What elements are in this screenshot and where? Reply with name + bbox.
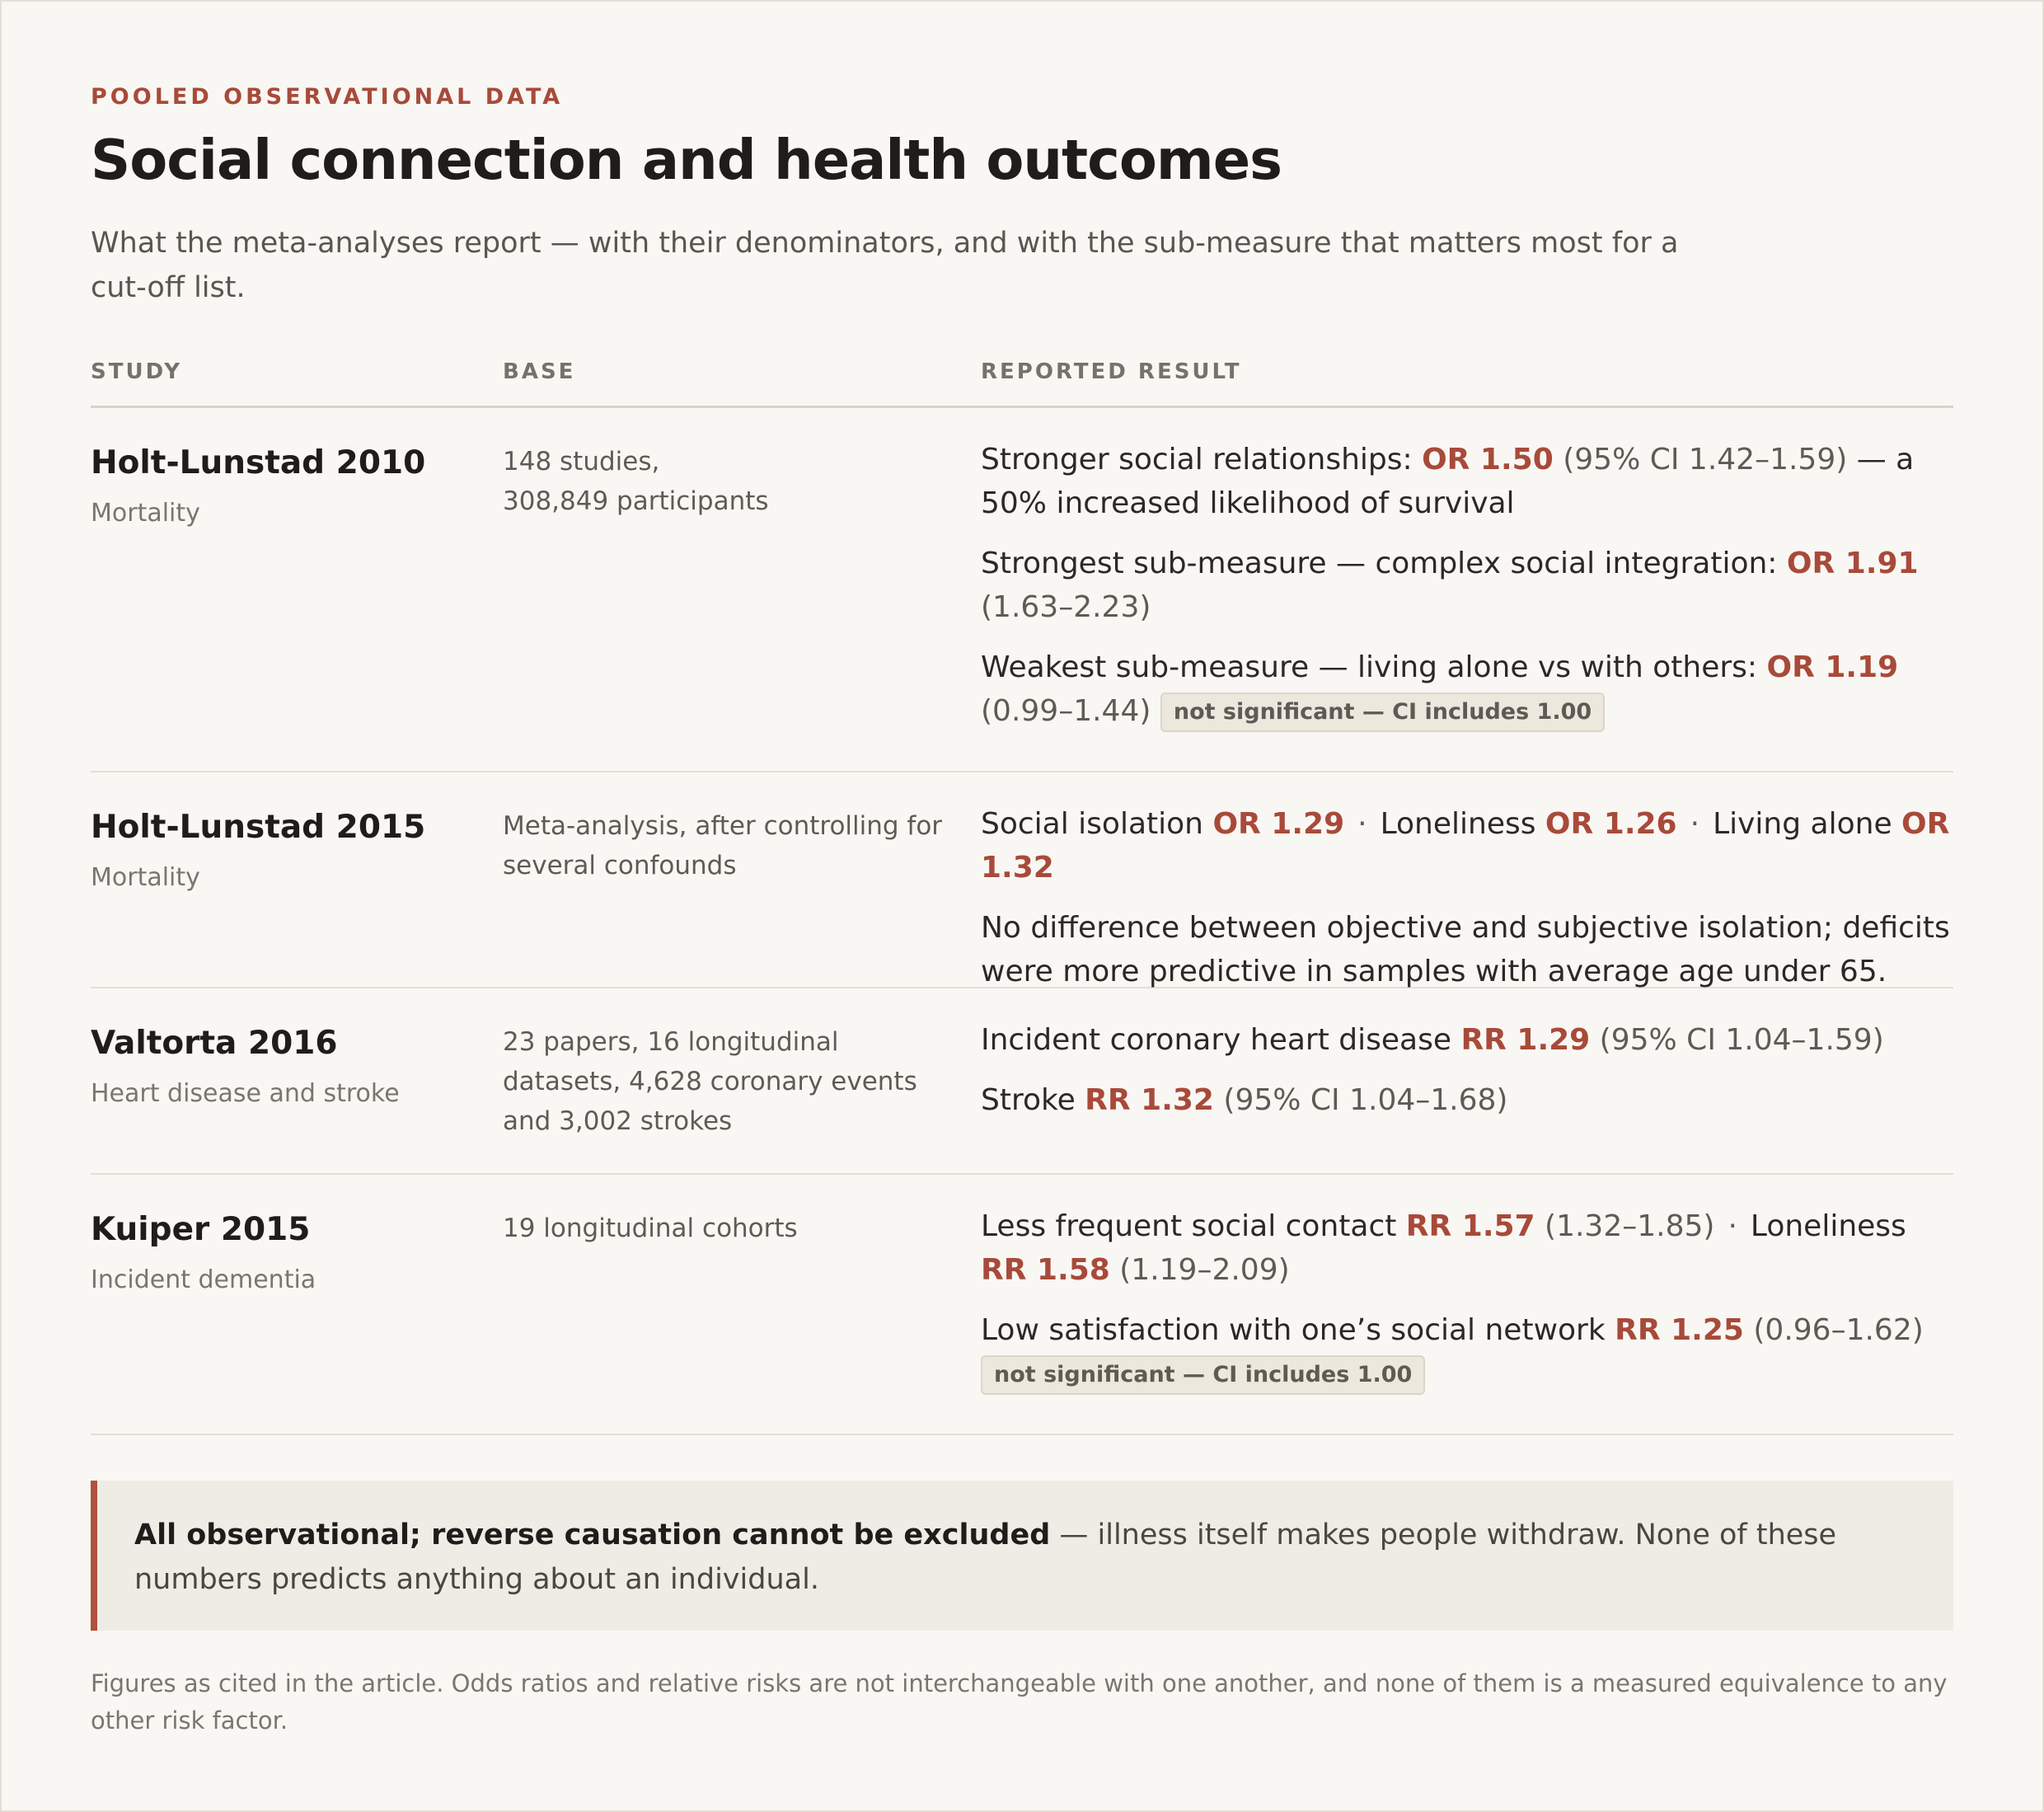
study-result <box>981 438 1953 749</box>
base-line: 148 studies, <box>503 447 660 476</box>
column-header-result: REPORTED RESULT <box>981 359 1242 384</box>
result-label: Low satisfaction with one’s social network <box>981 1313 1615 1347</box>
page-title: Social connection and health outcomes <box>91 128 1282 192</box>
table-row <box>91 406 1953 772</box>
eyebrow-label: POOLED OBSERVATIONAL DATA <box>91 84 564 110</box>
effect-size: RR 1.29 <box>1460 1023 1591 1057</box>
study-name: Holt-Lunstad 2015 <box>91 809 426 846</box>
study-result <box>981 1204 1953 1412</box>
confidence-interval: (1.32–1.85) <box>1535 1209 1715 1243</box>
study-result <box>981 1018 1953 1138</box>
page-subtitle: What the meta-analyses report — with their denominators, and with the sub-measure that matters most for a cut-off list. <box>91 227 1679 304</box>
callout-body: — illness itself makes people withdraw. None of these numbers predicts anything about an individual. <box>134 1519 1837 1596</box>
confidence-interval: (95% CI 1.42–1.59) <box>1553 443 1848 476</box>
result-label: Stroke <box>981 1083 1085 1117</box>
result-line <box>981 438 1953 525</box>
result-label: Weakest sub-measure — living alone vs with others: <box>981 650 1767 684</box>
table-row <box>91 1173 1953 1435</box>
column-header-study: STUDY <box>91 359 183 384</box>
separator-dot: · <box>1728 1209 1737 1243</box>
not-significant-badge: not significant — CI includes 1.00 <box>981 1355 1425 1395</box>
effect-size: RR 1.25 <box>1615 1313 1744 1347</box>
not-significant-badge: not significant — CI includes 1.00 <box>1160 692 1605 732</box>
confidence-interval: (95% CI 1.04–1.59) <box>1590 1023 1884 1057</box>
effect-size: OR 1.32 <box>981 807 1950 885</box>
study-name: Valtorta 2016 <box>91 1025 338 1062</box>
study-name: Kuiper 2015 <box>91 1211 311 1248</box>
result-line <box>981 1204 1953 1292</box>
study-name: Holt-Lunstad 2010 <box>91 444 426 481</box>
study-outcome: Mortality <box>91 863 200 892</box>
effect-size: OR 1.19 <box>1766 650 1899 684</box>
result-line <box>981 542 1953 629</box>
study-base: 23 papers, 16 longitudinal datasets, 4,628 coronary events and 3,002 strokes <box>503 1027 917 1136</box>
study-base <box>503 442 964 521</box>
result-line <box>981 802 1953 890</box>
result-label: Incident coronary heart disease <box>981 1023 1461 1057</box>
result-label: Strongest sub-measure — complex social integration: <box>981 547 1787 580</box>
result-note: No difference between objective and subjective isolation; deficits were more predictive in samples with average age under 65. <box>981 911 1950 988</box>
separator-dot: · <box>1357 807 1367 841</box>
confidence-interval: (1.19–2.09) <box>1109 1253 1290 1287</box>
study-outcome: Mortality <box>91 499 200 528</box>
result-line <box>981 1308 1953 1396</box>
result-line <box>981 1018 1953 1062</box>
effect-size: OR 1.91 <box>1786 547 1919 580</box>
callout-text <box>134 1513 1898 1602</box>
confidence-interval: (1.63–2.23) <box>981 590 1151 624</box>
result-line <box>981 1078 1953 1122</box>
study-outcome: Heart disease and stroke <box>91 1079 400 1108</box>
effect-size: OR 1.29 <box>1212 807 1345 841</box>
table-row <box>91 987 1953 1175</box>
effect-size: RR 1.57 <box>1405 1209 1535 1243</box>
result-note: — a 50% increased likelihood of survival <box>981 443 1915 520</box>
result-label: Living alone <box>1713 807 1902 841</box>
result-label: Stronger social relationships: <box>981 443 1423 476</box>
result-label: Less frequent social contact <box>981 1209 1406 1243</box>
confidence-interval: (0.99–1.44) <box>981 694 1160 728</box>
table-header <box>91 359 1953 408</box>
effect-size: OR 1.26 <box>1545 807 1677 841</box>
separator-dot: · <box>1690 807 1700 841</box>
result-label: Loneliness <box>1380 807 1545 841</box>
study-base: 19 longitudinal cohorts <box>503 1213 798 1243</box>
caveat-callout <box>91 1481 1953 1631</box>
table-row <box>91 771 1953 988</box>
confidence-interval: (95% CI 1.04–1.68) <box>1213 1083 1508 1117</box>
study-base: Meta-analysis, after controlling for several confounds <box>503 811 943 880</box>
base-line: 308,849 participants <box>503 486 769 516</box>
result-label: Loneliness <box>1750 1209 1906 1243</box>
footnote: Figures as cited in the article. Odds ratios and relative risks are not interchangeable with one another, and none of them is a measured equivalence to any other risk factor. <box>91 1669 1948 1735</box>
effect-size: RR 1.32 <box>1085 1083 1214 1117</box>
callout-bold: All observational; reverse causation cannot be excluded <box>134 1519 1051 1551</box>
result-label: Social isolation <box>981 807 1213 841</box>
effect-size: OR 1.50 <box>1422 443 1554 476</box>
study-result <box>981 802 1953 1010</box>
result-line <box>981 645 1953 733</box>
column-header-base: BASE <box>503 359 576 384</box>
confidence-interval: (0.96–1.62) <box>1743 1313 1924 1347</box>
study-outcome: Incident dementia <box>91 1265 316 1294</box>
effect-size: RR 1.58 <box>981 1253 1110 1287</box>
